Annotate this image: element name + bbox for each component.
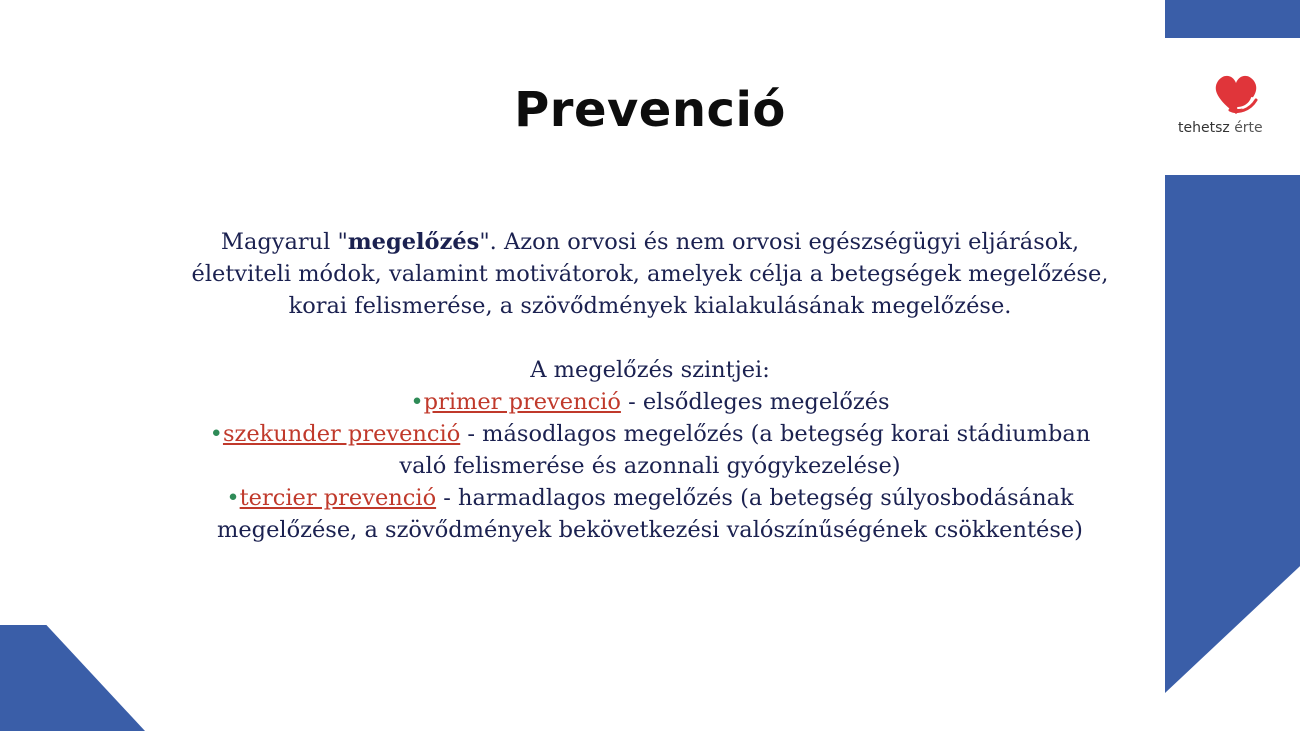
list-item-text: - másodlagos megelőzés (a betegség korai stádiumban való felismerése és azonnali gyógykezelése) bbox=[399, 421, 1091, 479]
decor-top-right-bar bbox=[1165, 0, 1300, 38]
decor-right-band bbox=[1165, 175, 1300, 693]
link-szekunder-prevencio[interactable]: szekunder prevenció bbox=[222, 421, 461, 447]
bullet-icon: • bbox=[209, 421, 223, 447]
intro-suffix: ". Azon orvosi és nem orvosi egészségügyi eljárások, életviteli módok, valamint motivátorok, amelyek célja a betegségek megelőzése, korai felismerése, a szövődmények kialakulásának megelőzése. bbox=[191, 229, 1109, 319]
intro-prefix: Magyarul " bbox=[220, 229, 348, 255]
intro-bold-term: megelőzés bbox=[347, 229, 480, 255]
link-tercier-prevencio[interactable]: tercier prevenció bbox=[239, 485, 437, 511]
slide-content bbox=[190, 226, 1110, 546]
list-item-tercier bbox=[190, 482, 1110, 546]
decor-bottom-left-triangle bbox=[0, 625, 145, 731]
levels-heading: A megelőzés szintjei: bbox=[530, 357, 770, 383]
list-item-primer bbox=[190, 386, 1110, 418]
intro-paragraph bbox=[190, 226, 1110, 322]
logo-brand-bold: tehetsz bbox=[1178, 120, 1230, 136]
link-primer-prevencio[interactable]: primer prevenció bbox=[423, 389, 621, 415]
slide-title: Prevenció bbox=[514, 82, 786, 138]
bullet-icon: • bbox=[410, 389, 424, 415]
bullet-icon: • bbox=[226, 485, 240, 511]
spacer bbox=[190, 322, 1110, 354]
list-item-szekunder bbox=[190, 418, 1110, 482]
logo-brand-light: érte bbox=[1234, 120, 1263, 136]
list-item-text: - harmadlagos megelőzés (a betegség súlyosbodásának megelőzése, a szövődmények bekövetkezési valószínűségének csökkentése) bbox=[217, 485, 1083, 543]
list-item-text: - elsődleges megelőzés bbox=[620, 389, 890, 415]
